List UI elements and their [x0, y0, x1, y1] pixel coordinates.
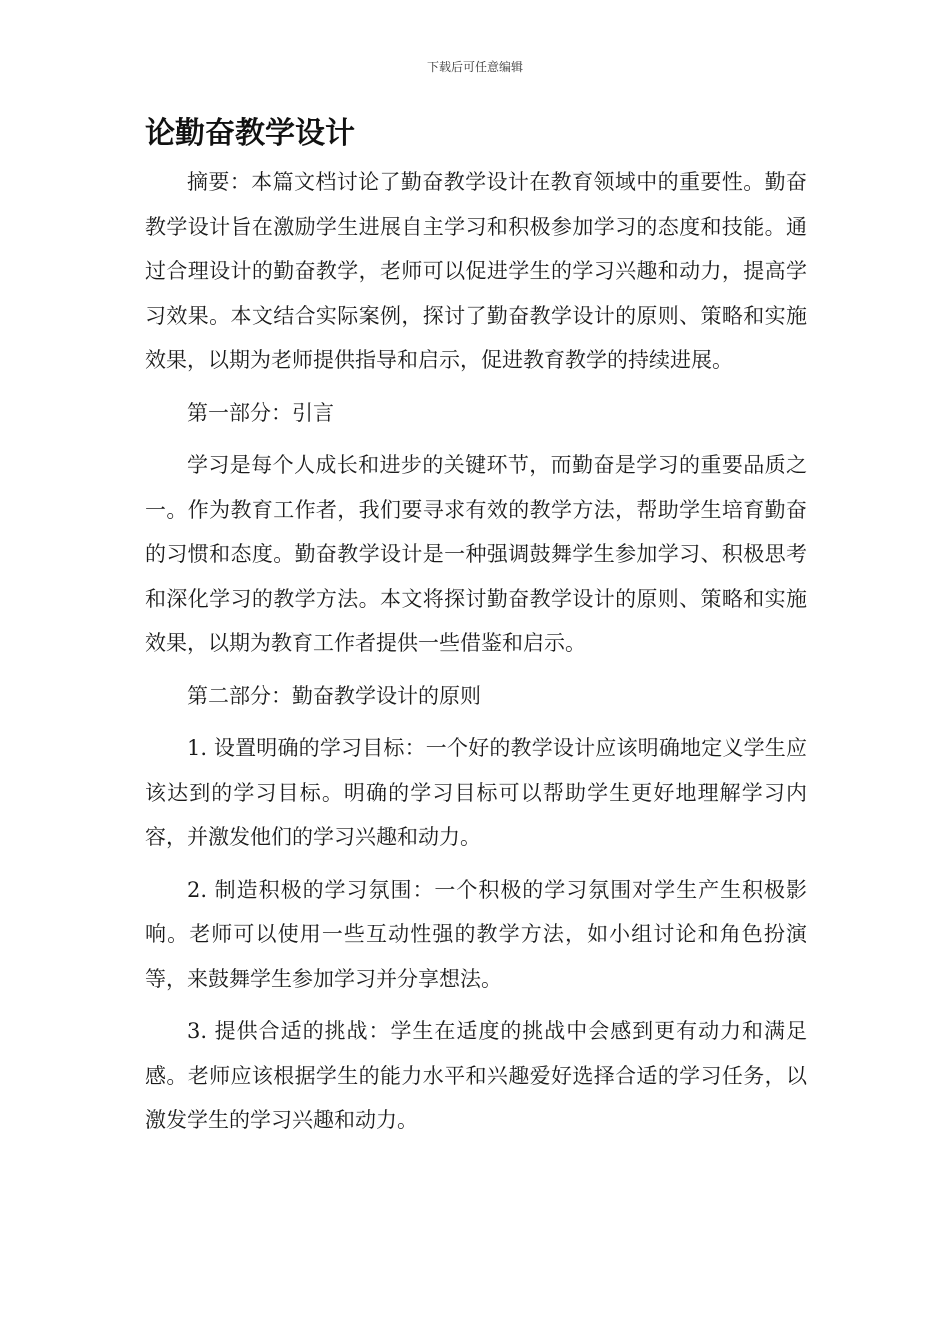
- section-heading-principles: 第二部分：勤奋教学设计的原则: [187, 683, 481, 708]
- page-header-note: 下载后可任意编辑: [426, 60, 523, 74]
- principle-item-1: 1. 设置明确的学习目标：一个好的教学设计应该明确地定义学生应该达到的学习目标。明确的学习目标可以帮助学生更好地理解学习内容，并激发他们的学习兴趣和动力。: [145, 736, 807, 849]
- principle-item-2: 2. 制造积极的学习氛围：一个积极的学习氛围对学生产生积极影响。老师可以使用一些互动性强的教学方法，如小组讨论和角色扮演等，来鼓舞学生参加学习并分享想法。: [145, 877, 807, 991]
- abstract-paragraph: 摘要：本篇文档讨论了勤奋教学设计在教育领域中的重要性。勤奋教学设计旨在激励学生进展自主学习和积极参加学习的态度和技能。通过合理设计的勤奋教学，老师可以促进学生的学习兴趣和动力，提高学习效果。本文结合实际案例，探讨了勤奋教学设计的原则、策略和实施效果，以期为老师提供指导和启示，促进教育教学的持续进展。: [145, 170, 807, 372]
- document-body: [145, 112, 807, 1151]
- document-title: 论勤奋教学设计: [145, 116, 355, 151]
- principle-item-3: 3. 提供合适的挑战：学生在适度的挑战中会感到更有动力和满足感。老师应该根据学生的能力水平和兴趣爱好选择合适的学习任务，以激发学生的学习兴趣和动力。: [145, 1019, 807, 1132]
- introduction-paragraph: 学习是每个人成长和进步的关键环节，而勤奋是学习的重要品质之一。作为教育工作者，我们要寻求有效的教学方法，帮助学生培育勤奋的习惯和态度。勤奋教学设计是一种强调鼓舞学生参加学习、积极思考和深化学习的教学方法。本文将探讨勤奋教学设计的原则、策略和实施效果，以期为教育工作者提供一些借鉴和启示。: [145, 453, 807, 655]
- section-heading-introduction: 第一部分：引言: [187, 400, 334, 425]
